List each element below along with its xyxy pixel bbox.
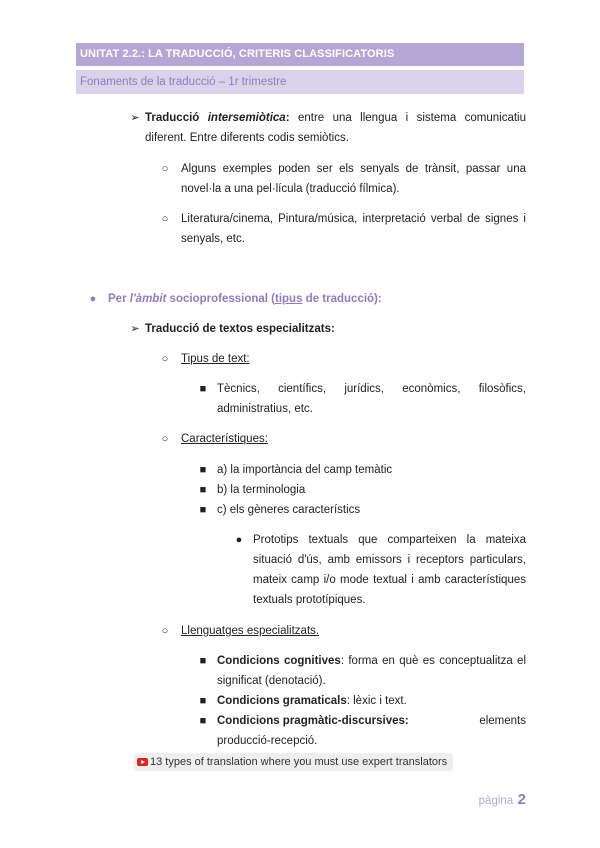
circle-bullet-icon: ○: [161, 625, 169, 637]
unit-title-bar: UNITAT 2.2.: LA TRADUCCIÓ, CRITERIS CLASSIFICATORIS: [76, 43, 524, 66]
square-bullet-icon: ■: [199, 504, 207, 516]
prototips-line2: situació d'ús, amb emissors i receptors particulars,: [253, 554, 526, 566]
cond-cognitives-line1: Condicions cognitives: forma en què es conceptualitza el: [217, 655, 527, 667]
example-2-line2: senyals, etc.: [181, 233, 245, 245]
circle-bullet-icon: ○: [161, 213, 169, 225]
dot-bullet-icon: ●: [89, 293, 97, 305]
tipus-list-line2: administratius, etc.: [217, 403, 313, 415]
square-bullet-icon: ■: [199, 464, 207, 476]
square-bullet-icon: ■: [199, 655, 207, 667]
cond-pragmatic-line2: producció-recepció.: [217, 735, 318, 747]
youtube-link-label: 13 types of translation where you must use expert translators: [150, 756, 448, 768]
intersemiotica-term: Traducció intersemiòtica:: [145, 112, 290, 124]
tipus-text-label: Tipus de text:: [181, 353, 250, 365]
subtitle-bar: Fonaments de la traducció – 1r trimestre: [76, 70, 524, 94]
especialitzats-heading: Traducció de textos especialitzats:: [145, 323, 335, 335]
square-bullet-icon: ■: [199, 383, 207, 395]
page-footer: [479, 791, 526, 809]
caracteristica-b: b) la terminologia: [217, 484, 306, 496]
circle-bullet-icon: ○: [161, 163, 169, 175]
square-bullet-icon: ■: [199, 695, 207, 707]
cond-gramaticals: Condicions gramaticals: lèxic i text.: [217, 695, 407, 707]
caracteristica-a: a) la importància del camp temàtic: [217, 464, 393, 476]
square-bullet-icon: ■: [199, 484, 207, 496]
youtube-link-chip[interactable]: [134, 753, 453, 771]
page-label: pàgina: [478, 795, 514, 807]
caracteristiques-label: Característiques:: [181, 433, 268, 445]
example-2-line1: Literatura/cinema, Pintura/música, interpretació verbal de signes i: [181, 213, 526, 225]
intersemiotica-line1: Traducció intersemiòtica: entre una llengua i sistema comunicatiu: [145, 112, 526, 124]
example-1-line2: novel·la a una pel·lícula (traducció fílmica).: [181, 183, 400, 195]
youtube-icon: [137, 758, 148, 766]
circle-bullet-icon: ○: [161, 353, 169, 365]
ambit-heading: Per l'àmbit socioprofessional (tipus de traducció):: [108, 293, 382, 305]
dot-bullet-icon: ●: [235, 534, 243, 546]
tipus-list-line1: Tècnics, científics, jurídics, econòmics, filosòfics,: [217, 383, 526, 395]
cond-pragmatic-line1: Condicions pragmàtic-discursives: elements: [217, 715, 526, 727]
prototips-line3: mateix camp i/o mode textual i amb característiques: [253, 574, 526, 586]
tipus-link[interactable]: tipus: [275, 293, 303, 305]
cond-cognitives-line2: significat (denotació).: [217, 675, 326, 687]
circle-bullet-icon: ○: [161, 433, 169, 445]
intersemiotica-line2: diferent. Entre diferents codis semiòtics.: [145, 132, 349, 144]
example-1-line1: Alguns exemples poden ser els senyals de trànsit, passar una: [181, 163, 526, 175]
page-number: 2: [517, 791, 526, 808]
prototips-line4: textuals prototípiques.: [253, 594, 366, 606]
prototips-line1: Prototips textuals que comparteixen la mateixa: [253, 534, 526, 546]
caracteristica-c: c) els gèneres característics: [217, 504, 361, 516]
arrow-bullet-icon: ➢: [130, 323, 140, 335]
llenguatges-label: Llenguatges especialitzats.: [181, 625, 320, 637]
square-bullet-icon: ■: [199, 715, 207, 727]
arrow-bullet-icon: ➢: [130, 112, 140, 124]
